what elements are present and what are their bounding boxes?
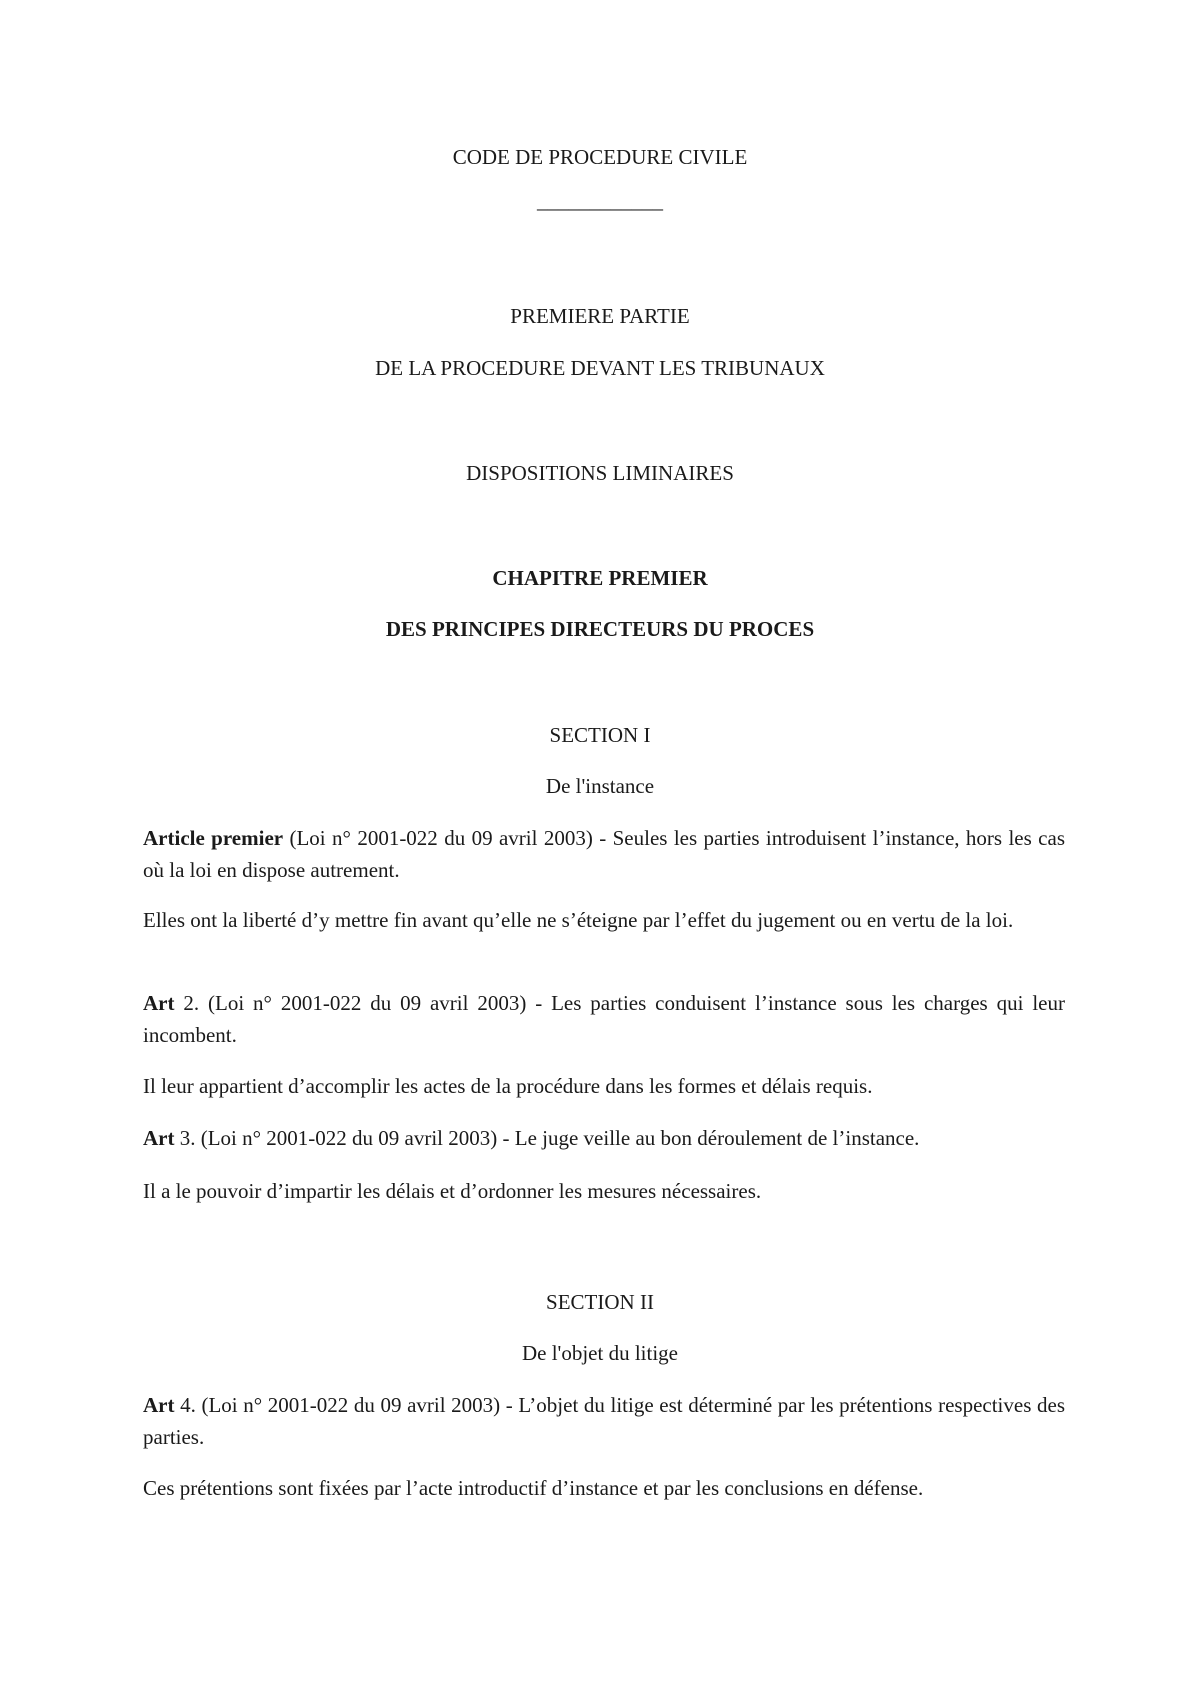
paragraph-text: Ces prétentions sont fixées par l’acte introductif d’instance et par les conclusions en défense. <box>143 1476 924 1500</box>
article-text: (Loi n° 2001-022 du 09 avril 2003) - Seules les parties introduisent l’instance, hors les cas où la loi en dispose autrement. <box>143 826 1065 882</box>
article-4-paragraph-2 <box>143 1472 1065 1504</box>
section-1-heading: SECTION I <box>549 723 651 747</box>
chapter-subtitle: DES PRINCIPES DIRECTEURS DU PROCES <box>385 617 815 641</box>
article-2-paragraph <box>143 987 1065 1051</box>
article-label: Art <box>143 1126 175 1150</box>
article-4-paragraph <box>143 1389 1065 1453</box>
section-1-subtitle: De l'instance <box>545 774 655 798</box>
article-text: 2. (Loi n° 2001-022 du 09 avril 2003) - Les parties conduisent l’instance sous les charges qui leur incombent. <box>143 991 1065 1047</box>
paragraph-text: Elles ont la liberté d’y mettre fin avant qu’elle ne s’éteigne par l’effet du jugement ou en vertu de la loi. <box>143 908 1014 932</box>
article-1-paragraph-2 <box>143 904 1065 936</box>
document-title: CODE DE PROCEDURE CIVILE <box>452 145 748 169</box>
paragraph-text: Il leur appartient d’accomplir les actes de la procédure dans les formes et délais requis. <box>143 1074 873 1098</box>
article-1-paragraph <box>143 822 1065 886</box>
title-separator: ____________ <box>537 189 663 213</box>
chapter-title: CHAPITRE PREMIER <box>492 566 708 590</box>
part-subtitle: DE LA PROCEDURE DEVANT LES TRIBUNAUX <box>375 356 825 380</box>
article-label: Art <box>143 1393 175 1417</box>
paragraph-text: Il a le pouvoir d’impartir les délais et d’ordonner les mesures nécessaires. <box>143 1179 762 1203</box>
article-label: Art <box>143 991 175 1015</box>
section-2-heading: SECTION II <box>546 1290 654 1314</box>
section-2-subtitle: De l'objet du litige <box>521 1341 678 1365</box>
article-3-paragraph-2 <box>143 1175 1065 1207</box>
article-label: Article premier <box>143 826 284 850</box>
part-title: PREMIERE PARTIE <box>510 304 690 328</box>
article-2-paragraph-2 <box>143 1070 1065 1102</box>
article-text: 4. (Loi n° 2001-022 du 09 avril 2003) - L’objet du litige est déterminé par les prétentions respectives des parties. <box>143 1393 1065 1449</box>
article-text: 3. (Loi n° 2001-022 du 09 avril 2003) - Le juge veille au bon déroulement de l’instance. <box>174 1126 920 1150</box>
dispositions-heading: DISPOSITIONS LIMINAIRES <box>466 461 734 485</box>
article-3-paragraph <box>143 1122 1065 1154</box>
